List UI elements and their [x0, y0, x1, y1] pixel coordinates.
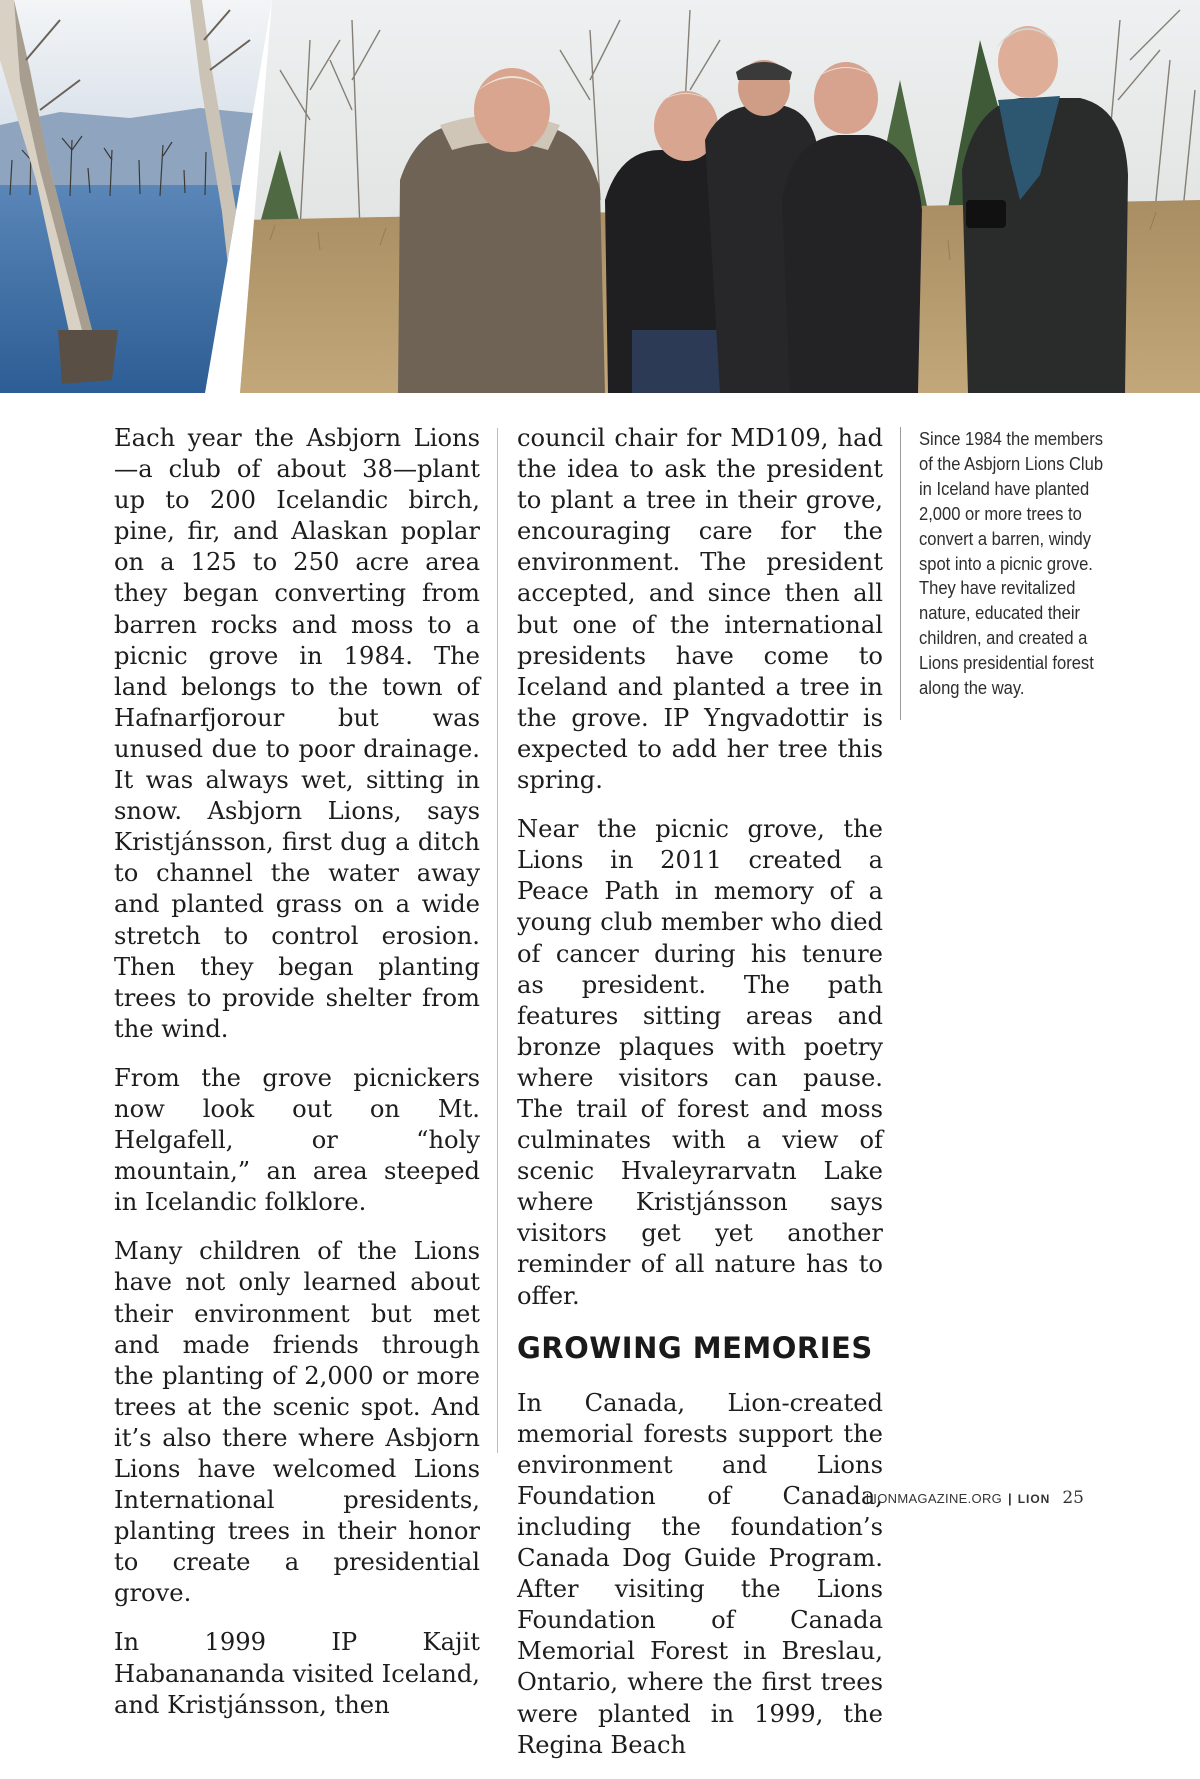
article-paragraph: In 1999 IP Kajit Habanananda visited Iceland, and Kristjánsson, then: [114, 1628, 480, 1719]
photo-strip: [0, 0, 1200, 393]
footer-brand: LION: [1017, 1492, 1051, 1506]
article-paragraph: Near the picnic grove, the Lions in 2011 created a Peace Path in memory of a young club member who died of cancer during his tenure as president. The path features sitting areas and bronze plaques with poetry where visitors can pause. The trail of forest and moss culminates with a view of scenic Hvaleyrarvatn Lake where Kristjánsson says visitors get yet another reminder of all nature has to offer.: [517, 815, 883, 1310]
page-footer: [866, 1488, 1084, 1508]
footer-separator: |: [1008, 1491, 1012, 1506]
lake-photo: [0, 0, 272, 393]
article-paragraph: From the grove picnickers now look out on Mt. Helgafell, or “holy mountain,” an area steeped in Icelandic folklore.: [114, 1063, 480, 1217]
article-paragraph: Each year the Asbjorn Lions—a club of about 38—plant up to 200 Icelandic birch, pine, fir, and Alaskan poplar on a 125 to 250 acre area they began converting from barren rocks and moss to a picnic grove in 1984. The land belongs to the town of Hafnarfjorour but was unused due to poor drainage. It was always wet, sitting in snow. Asbjorn Lions, says Kristjánsson, first dug a ditch to channel the water away and planted grass on a wide stretch to control erosion. Then they began planting trees to provide shelter from the wind.: [114, 424, 480, 1043]
article-paragraph: In Canada, Lion-created memorial forests support the environment and Lions Foundation of Canada, including the foundation’s Canada Dog Guide Program. After visiting the Lions Foundation of Canada Memorial Forest in Breslau, Ontario, where the first trees were planted in 1999, the Regina Beach: [517, 1388, 883, 1759]
article-paragraph: council chair for MD109, had the idea to ask the president to plant a tree in their grove, encouraging care for the environment. The president accepted, and since then all but one of the international presidents have come to Iceland and planted a tree in the grove. IP Yngvadottir is expected to add her tree this spring.: [517, 424, 883, 795]
article-column-left: [114, 423, 480, 1739]
photo-caption: Since 1984 the members of the Asbjorn Lions Club in Iceland have planted 2,000 or more trees to convert a barren, windy spot into a picnic grove. They have revitalized nature, educated their children, and created a Lions presidential forest along the way.: [919, 428, 1104, 699]
article-paragraph: Many children of the Lions have not only learned about their environment but met and made friends through the planting of 2,000 or more trees at the scenic spot. And it’s also there where Asbjorn Lions have welcomed Lions International presidents, planting trees in their honor to create a presidential grove.: [114, 1237, 480, 1608]
page-number: 25: [1062, 1488, 1084, 1508]
photo-caption-sidebar: [900, 427, 1109, 720]
section-heading: GROWING MEMORIES: [517, 1330, 873, 1365]
article-column-middle: [517, 423, 883, 1779]
column-divider: [497, 428, 498, 1453]
footer-site: LIONMAGAZINE.ORG: [865, 1491, 1003, 1506]
lake-photo-art: [0, 0, 272, 393]
